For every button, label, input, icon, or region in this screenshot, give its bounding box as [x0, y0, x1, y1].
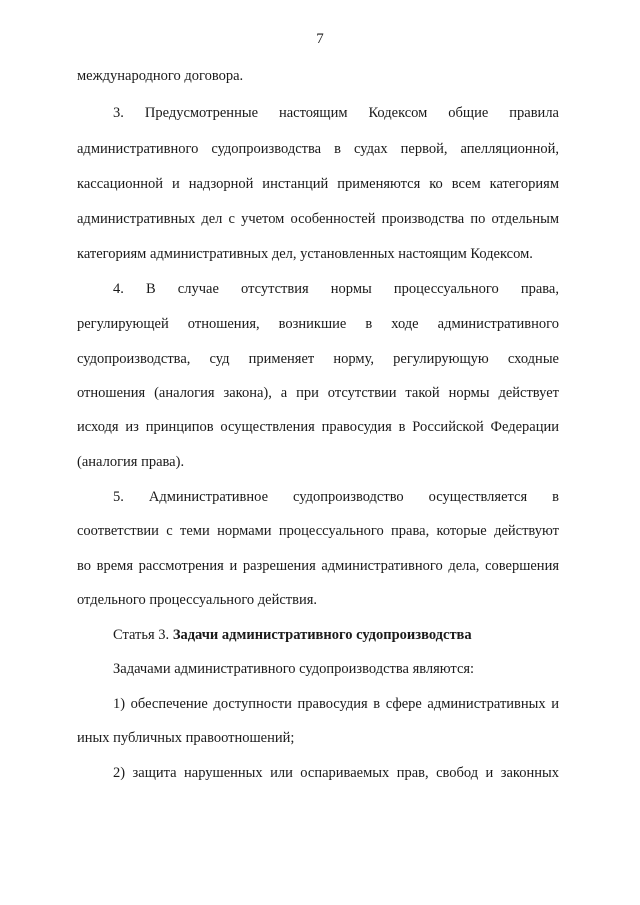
text-line: кассационной и надзорной инстанций применяются ко всем категориям	[77, 176, 559, 192]
text-line: регулирующей отношения, возникшие в ходе административного	[77, 316, 559, 332]
text-line: иных публичных правоотношений;	[77, 730, 295, 746]
text-line: категориям административных дел, установленных настоящим Кодексом.	[77, 246, 533, 262]
text-line: 1) обеспечение доступности правосудия в сфере административных и	[113, 696, 559, 712]
article-title: Задачи административного судопроизводства	[172, 627, 472, 643]
page-number: 7	[316, 31, 324, 47]
text-line: (аналогия права).	[77, 454, 185, 470]
text-line: Задачами административного судопроизводства являются:	[113, 661, 475, 677]
text-line: административных дел с учетом особенностей производства по отдельным	[77, 211, 559, 227]
text-line: 3. Предусмотренные настоящим Кодексом общие правила	[113, 105, 559, 121]
text-line: исходя из принципов осуществления правосудия в Российской Федерации	[77, 419, 559, 435]
article-number: Статья 3.	[113, 627, 173, 643]
text-line: во время рассмотрения и разрешения административного дела, совершения	[77, 558, 559, 574]
text-line: международного договора.	[77, 68, 244, 84]
text-line: отношения (аналогия закона), а при отсутствии такой нормы действует	[77, 385, 559, 401]
text-line: 4. В случае отсутствия нормы процессуального права,	[113, 281, 559, 297]
text-line: судопроизводства, суд применяет норму, регулирующую сходные	[77, 351, 559, 367]
article-heading	[113, 625, 559, 645]
text-line: административного судопроизводства в судах первой, апелляционной,	[77, 141, 559, 157]
text-line: 2) защита нарушенных или оспариваемых прав, свобод и законных	[113, 765, 559, 781]
text-line: соответствии с теми нормами процессуального права, которые действуют	[77, 523, 559, 539]
text-line: отдельного процессуального действия.	[77, 592, 318, 608]
text-line: 5. Административное судопроизводство осуществляется в	[113, 489, 559, 505]
